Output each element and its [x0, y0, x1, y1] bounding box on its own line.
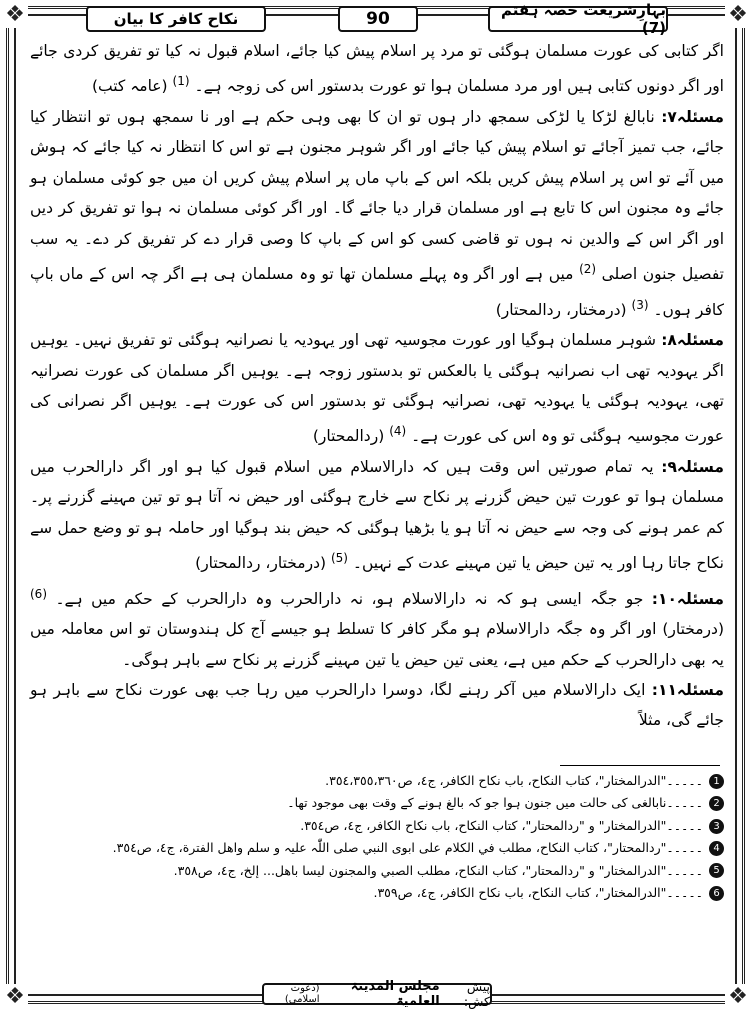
presenter-label: پیش کش: — [463, 979, 490, 1009]
footnote — [30, 882, 724, 904]
paragraph — [30, 36, 724, 102]
chapter-title: نکاح کافر کا بیان — [86, 6, 266, 32]
source-citation: (درمختار، ردالمحتار) — [495, 300, 627, 319]
masala-heading: مسئلہ۷: — [661, 107, 724, 126]
paragraph-text: اگر کتابی کی عورت مسلمان ہوگئی تو مرد پر اسلام پیش کیا جائے، اسلام قبول نہ کیا تو تفریق کردی جائے اور اگر دونوں کتابی ہیں اور مرد مسلمان ہوا تو عورت بدستور اس کی زوجہ ہے۔ — [30, 42, 724, 96]
footnote — [30, 815, 724, 837]
page-header — [0, 2, 753, 36]
paragraph-text: ایک دارالاسلام میں آکر رہنے لگا، دوسرا دارالحرب میں رہا جب بھی عورت نکاح سے باہر ہو جائے گی، مثلاً — [30, 681, 724, 730]
footnote — [30, 860, 724, 882]
footnote-text: ۔۔۔۔۔"الدرالمختار"، کتاب النکاح، باب نکاح الکافر، ج٤، ص٣٥٩. — [373, 885, 703, 901]
footnote-number: 3 — [709, 819, 724, 834]
footnote-ref[interactable]: (3) — [631, 297, 649, 312]
masala-heading: مسئلہ۸: — [661, 331, 724, 350]
book-title: بہارِشریعت حصہ ہفتم (7) — [488, 6, 668, 32]
masala-11 — [30, 675, 724, 736]
paragraph-text: جو جگہ ایسی ہو کہ نہ دارالاسلام ہو، نہ دارالحرب وہ دارالحرب کے حکم میں ہے۔ — [55, 589, 644, 608]
footnote-text: ۔۔۔۔۔"الدرالمختار" و "ردالمحتار"، کتاب النکاح، مطلب الصبي والمجنون لیسا باھل... إلخ، ج٤، ص٣٥٨. — [173, 862, 703, 878]
footnote-text: ۔۔۔۔۔"ردالمحتار"، کتاب النکاح، مطلب في الکلام علی ابوی النبي صلی اللّٰہ علیہ و سلم واھل الفترة، ج٤، ص٣٥٤. — [112, 840, 703, 856]
publisher-box — [262, 979, 492, 1009]
footnote-number: 2 — [709, 796, 724, 811]
footnote-separator — [560, 765, 720, 766]
masala-8 — [30, 325, 724, 452]
source-citation: (ردالمحتار) — [312, 427, 385, 446]
footnote-ref[interactable]: (6) — [30, 586, 47, 601]
footnote-number: 5 — [709, 863, 724, 878]
paragraph-text: اور اگر وہ جگہ دارالاسلام ہو مگر کافر کا تسلط ہو جیسے آج کل ہندوستان تو اس معاملہ میں یہ بھی دارالحرب کے حکم میں ہے، یعنی تین حیض یا تین مہینے گزرنے پر نکاح سے باہر ہوگی۔ — [30, 620, 724, 669]
page-number: 90 — [338, 6, 418, 32]
paragraph-text: نابالغ لڑکا یا لڑکی سمجھ دار ہوں تو ان کا بھی وہی حکم ہے اور نا سمجھ ہوں تو انتظار کیا جائے، جب تمیز آجائے تو اسلام پیش کیا جائے اور اگر شوہر مجنون ہے تو اس کا انتظار نہ کیا جائے کہ ہوش میں آئے تو اس پر اسلام پیش کریں بلکہ اس کے باپ ماں پر اسلام پیش کریں ان میں جو کوئی مسلمان ہو جائے وہ مجنون اس کا تابع ہے اور مسلمان قرار دیا جائے گا۔ اور اگر کوئی مسلمان نہ ہوا تو تفریق کر دیں اور اگر اس کے والدین نہ ہوں تو قاضی کسی کو اس کے باپ کا وصی قرار دے کر تفریق کر دے۔ یہ سب تفصیل جنون اصلی — [30, 107, 724, 284]
corner-ornament-icon: ❖ — [2, 2, 28, 28]
masala-10 — [30, 579, 724, 675]
masala-heading: مسئلہ۱۱: — [651, 681, 725, 700]
source-citation: (درمختار) — [662, 620, 724, 639]
footnote-number: 4 — [709, 841, 724, 856]
source-citation: (درمختار، ردالمحتار) — [195, 554, 327, 573]
corner-ornament-icon: ❖ — [725, 2, 751, 28]
footnote-text: ۔۔۔۔۔"الدرالمختار"، کتاب النکاح، باب نکاح الکافر، ج٤، ص٣٥٤،٣٥٥،٣٦٠. — [325, 773, 703, 788]
masala-heading: مسئلہ۹: — [661, 457, 725, 476]
masala-7 — [30, 102, 724, 325]
footnote-number: 1 — [709, 774, 724, 789]
corner-ornament-icon: ❖ — [725, 984, 751, 1010]
source-citation: (عامہ کتب) — [91, 77, 168, 96]
masala-9 — [30, 452, 724, 579]
footnote — [30, 837, 724, 859]
paragraph-text: میں ہے اور اگر وہ پہلے مسلمان تھا تو وہ مسلمان ہی ہے اگر چہ اس کے ماں باپ کافر ہوں۔ — [30, 265, 724, 319]
paragraph-text: یہ تمام صورتیں اس وقت ہیں کہ دارالاسلام میں اسلام قبول کیا ہو اور اگر دارالحرب میں مسلمان ہوا تو عورت تین حیض گزرنے پر نکاح سے خارج ہوگئی اور حیض نہ آتا ہو تو تین مہینے گزرنے پر۔ کم عمر ہونے کی وجہ سے حیض نہ آتا ہو یا بڑھیا ہوگئی کہ حیض بند ہوگیا اور حاملہ ہو تو وضع حمل سے نکاح جاتا رہا اور یہ تین حیض یا تین مہینے عدت کے نہیں۔ — [30, 457, 724, 573]
footnote-number: 6 — [709, 886, 724, 901]
paragraph-text: شوہر مسلمان ہوگیا اور عورت مجوسیہ تھی اور یہودیہ یا نصرانیہ ہوگئی تو تفریق نہیں۔ یوہیں اگر یہودیہ تھی اب نصرانیہ ہوگئی یا بالعکس تو بدستور زوجہ ہے۔ یوہیں اگر مسلمان کی عورت نصرانیہ تھی، یہودیہ ہوگئی یا یہودیہ تھی، نصرانیہ ہوگئی تو بدستور اس کی عورت ہے۔ یوہیں اگر نصرانی کی عورت مجوسیہ ہوگئی تو وہ اس کی عورت ہے۔ — [30, 331, 724, 446]
page-footer — [0, 979, 753, 1009]
corner-ornament-icon: ❖ — [2, 984, 28, 1010]
main-text — [30, 36, 724, 736]
publisher-sub: (دعوت اسلامی) — [284, 983, 320, 1005]
footnote-ref[interactable]: (4) — [389, 424, 407, 439]
footnote-ref[interactable]: (2) — [579, 262, 597, 276]
masala-heading: مسئلہ۱۰: — [651, 589, 725, 608]
footnote-ref[interactable]: (1) — [172, 74, 190, 89]
footnote-text: ۔۔۔۔۔"الدرالمختار" و "ردالمحتار"، کتاب النکاح، باب نکاح الکافر، ج٤، ص٣٥٤. — [300, 817, 703, 833]
footnotes — [30, 770, 724, 904]
publisher-name: مجلس المدینۃ العلمیۃ — [350, 979, 440, 1009]
footnote-text: ۔۔۔۔۔نابالغی کی حالت میں جنون ہوا جو کہ بالغ ہونے کے وقت بھی موجود تھا۔ — [287, 795, 703, 811]
footnote — [30, 770, 724, 792]
footnote — [30, 792, 724, 814]
footnote-ref[interactable]: (5) — [330, 551, 348, 566]
